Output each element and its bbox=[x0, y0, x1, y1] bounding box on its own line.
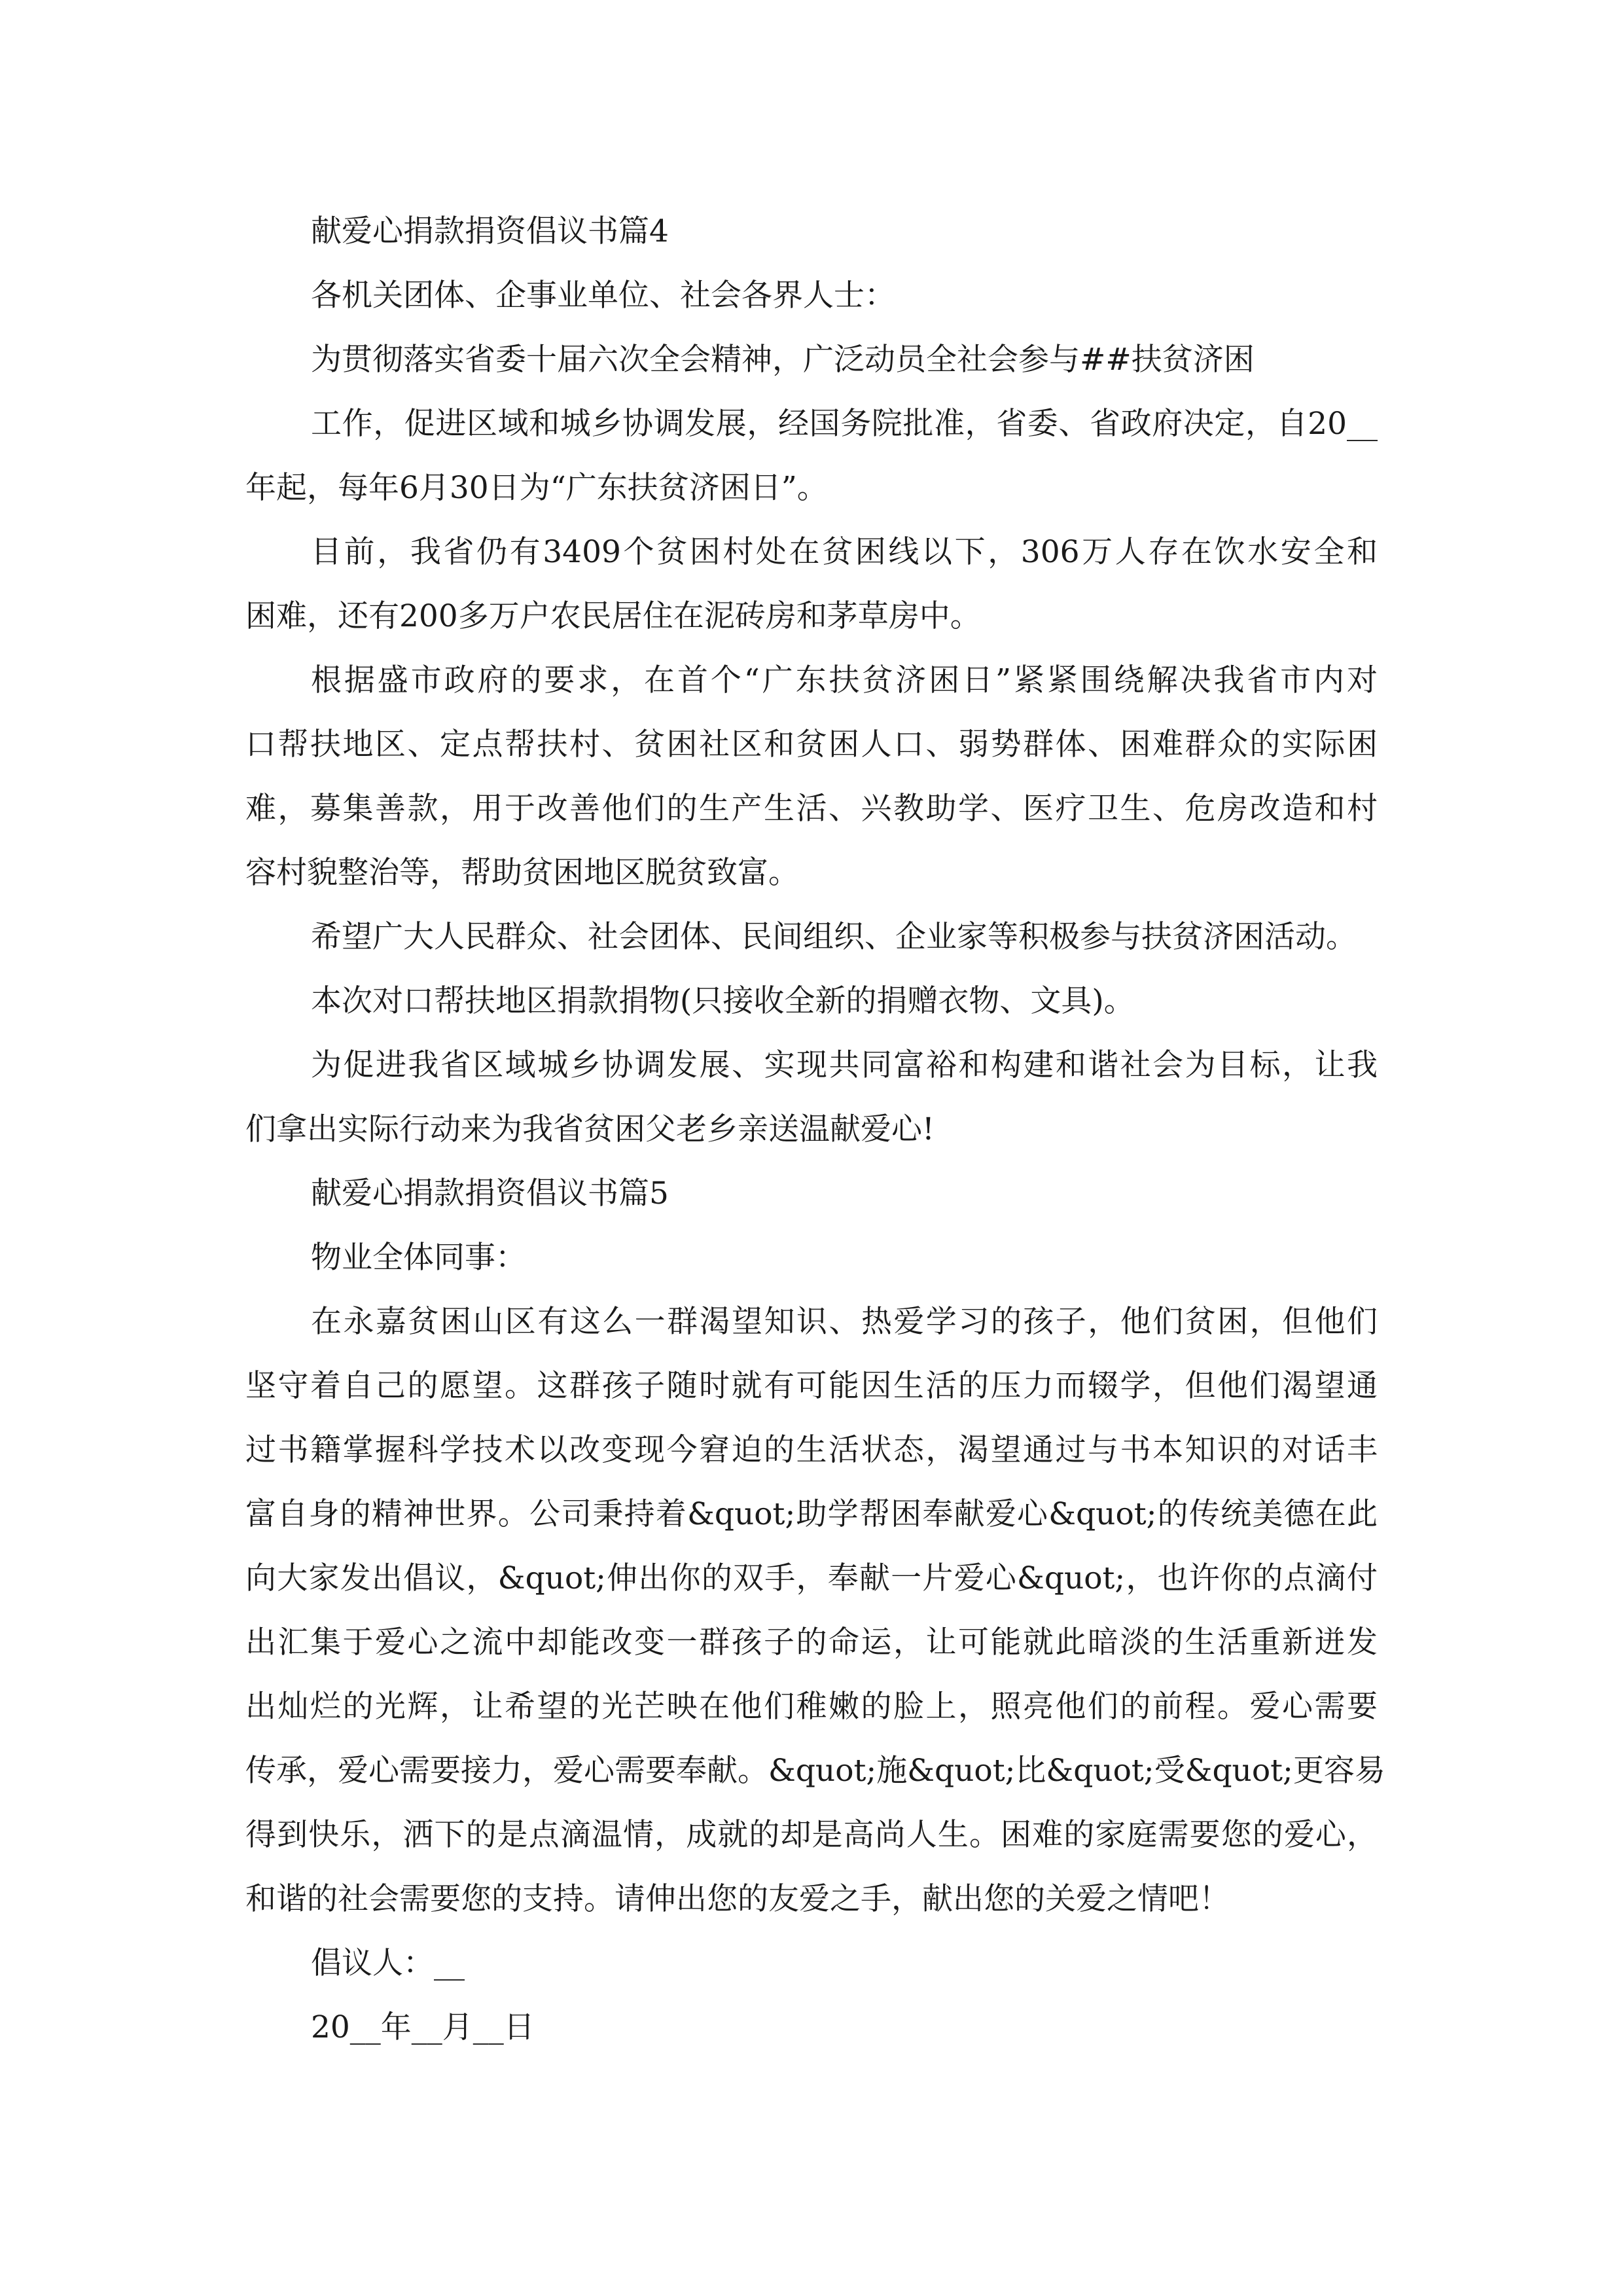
section-4-paragraph-4: 希望广大人民群众、社会团体、民间组织、企业家等积极参与扶贫济困活动。 bbox=[311, 919, 1357, 955]
text-line: 出汇集于爱心之流中却能改变一群孩子的命运，让可能就此暗淡的生活重新迸发 bbox=[245, 1624, 1378, 1660]
text-line: 得到快乐，洒下的是点滴温情，成就的却是高尚人生。困难的家庭需要您的爱心， bbox=[245, 1817, 1378, 1853]
section-4-paragraph-3 bbox=[245, 649, 1378, 905]
text-line: 口帮扶地区、定点帮扶村、贫困社区和贫困人口、弱势群体、困难群众的实际困 bbox=[245, 726, 1378, 762]
section-5-greeting: 物业全体同事： bbox=[311, 1240, 526, 1276]
document-body bbox=[245, 200, 1385, 2060]
text-line: 出灿烂的光辉，让希望的光芒映在他们稚嫩的脸上，照亮他们的前程。爱心需要 bbox=[245, 1689, 1378, 1725]
section-4-paragraph-6 bbox=[245, 1033, 1378, 1162]
text-line: 难，募集善款，用于改善他们的生产生活、兴教助学、医疗卫生、危房改造和村 bbox=[245, 791, 1378, 827]
text-line: 目前，我省仍有3409个贫困村处在贫困线以下，306万人存在饮水安全和 bbox=[311, 534, 1378, 570]
section-4-paragraph-2 bbox=[245, 520, 1378, 649]
text-line: 和谐的社会需要您的支持。请伸出您的友爱之手，献出您的关爱之情吧！ bbox=[245, 1881, 1230, 1917]
date-line: 20__年__月__日 bbox=[311, 2009, 535, 2045]
section-5-title: 献爱心捐款捐资倡议书篇5 bbox=[311, 1175, 669, 1211]
text-line: 在永嘉贫困山区有这么一群渴望知识、热爱学习的孩子，他们贫困，但他们 bbox=[311, 1304, 1378, 1340]
text-line: 坚守着自己的愿望。这群孩子随时就有可能因生活的压力而辍学，但他们渴望通 bbox=[245, 1368, 1378, 1404]
text-line: 传承，爱心需要接力，爱心需要奉献。&quot;施&quot;比&quot;受&quot;更容易 bbox=[245, 1753, 1385, 1789]
section-4-greeting: 各机关团体、企事业单位、社会各界人士： bbox=[311, 278, 895, 314]
text-line: 过书籍掌握科学技术以改变现今窘迫的生活状态，渴望通过与书本知识的对话丰 bbox=[245, 1432, 1378, 1468]
section-4-paragraph-1 bbox=[245, 328, 1378, 520]
section-4-title: 献爱心捐款捐资倡议书篇4 bbox=[311, 213, 669, 249]
text-line: 根据盛市政府的要求，在首个“广东扶贫济困日”紧紧围绕解决我省市内对 bbox=[311, 662, 1378, 698]
text-line: 为贯彻落实省委十届六次全会精神，广泛动员全社会参与##扶贫济困 bbox=[311, 342, 1255, 378]
signer-line: 倡议人：__ bbox=[311, 1945, 465, 1981]
text-line: 年起，每年6月30日为“广东扶贫济困日”。 bbox=[245, 470, 828, 506]
text-line: 工作，促进区域和城乡协调发展，经国务院批准，省委、省政府决定，自20__ bbox=[311, 406, 1378, 442]
text-line: 为促进我省区域城乡协调发展、实现共同富裕和构建和谐社会为目标，让我 bbox=[311, 1047, 1378, 1083]
section-5-paragraph-1 bbox=[245, 1290, 1385, 1931]
text-line: 向大家发出倡议，&quot;伸出你的双手，奉献一片爱心&quot;，也许你的点滴付 bbox=[245, 1560, 1378, 1596]
section-4-paragraph-5: 本次对口帮扶地区捐款捐物(只接收全新的捐赠衣物、文具)。 bbox=[311, 983, 1135, 1019]
text-line: 们拿出实际行动来为我省贫困父老乡亲送温献爱心! bbox=[245, 1111, 935, 1147]
text-line: 富自身的精神世界。公司秉持着&quot;助学帮困奉献爱心&quot;的传统美德在此 bbox=[245, 1496, 1378, 1532]
text-line: 容村貌整治等，帮助贫困地区脱贫致富。 bbox=[245, 855, 799, 891]
text-line: 困难，还有200多万户农民居住在泥砖房和茅草房中。 bbox=[245, 598, 981, 634]
